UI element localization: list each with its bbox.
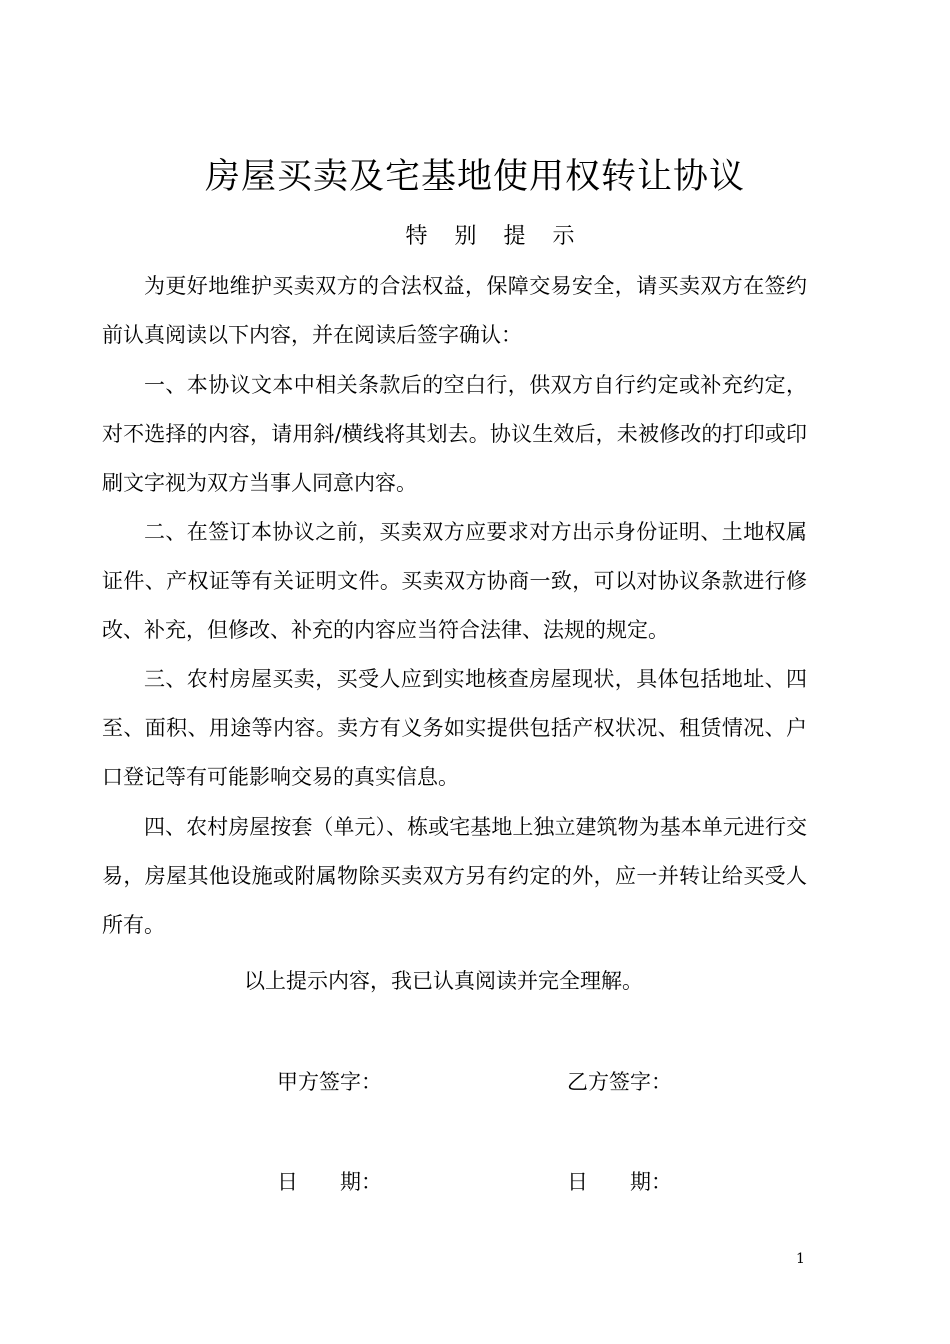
clause-two-paragraph: 二、在签订本协议之前，买卖双方应要求对方出示身份证明、土地权属证件、产权证等有关证明文件。买卖双方协商一致，可以对协议条款进行修改、补充，但修改、补充的内容应当符合法律、法规的规定。 <box>102 520 807 642</box>
clause-four-paragraph: 四、农村房屋按套（单元）、栋或宅基地上独立建筑物为基本单元进行交易，房屋其他设施或附属物除买卖双方另有约定的外，应一并转让给买受人所有。 <box>102 815 807 937</box>
party-b-signature-label: 乙方签字： <box>567 1070 672 1094</box>
document-title: 房屋买卖及宅基地使用权转让协议 <box>204 157 745 197</box>
clause-three-paragraph: 三、农村房屋买卖，买受人应到实地核查房屋现状，具体包括地址、四至、面积、用途等内容。卖方有义务如实提供包括产权状况、租赁情况、户口登记等有可能影响交易的真实信息。 <box>102 667 807 789</box>
intro-paragraph: 为更好地维护买卖双方的合法权益，保障交易安全，请买卖双方在签约前认真阅读以下内容，并在阅读后签字确认： <box>102 274 807 347</box>
party-b-date-label: 日 期： <box>567 1170 672 1194</box>
party-a-signature-label: 甲方签字： <box>277 1070 382 1094</box>
confirmation-statement: 以上提示内容，我已认真阅读并完全理解。 <box>244 969 643 993</box>
document-subtitle: 特 别 提 示 <box>405 224 585 249</box>
page-number: 1 <box>796 1251 805 1267</box>
clause-one-paragraph: 一、本协议文本中相关条款后的空白行，供双方自行约定或补充约定，对不选择的内容，请用斜/横线将其划去。协议生效后，未被修改的打印或印刷文字视为双方当事人同意内容。 <box>102 373 807 495</box>
party-a-date-label: 日 期： <box>277 1170 382 1194</box>
